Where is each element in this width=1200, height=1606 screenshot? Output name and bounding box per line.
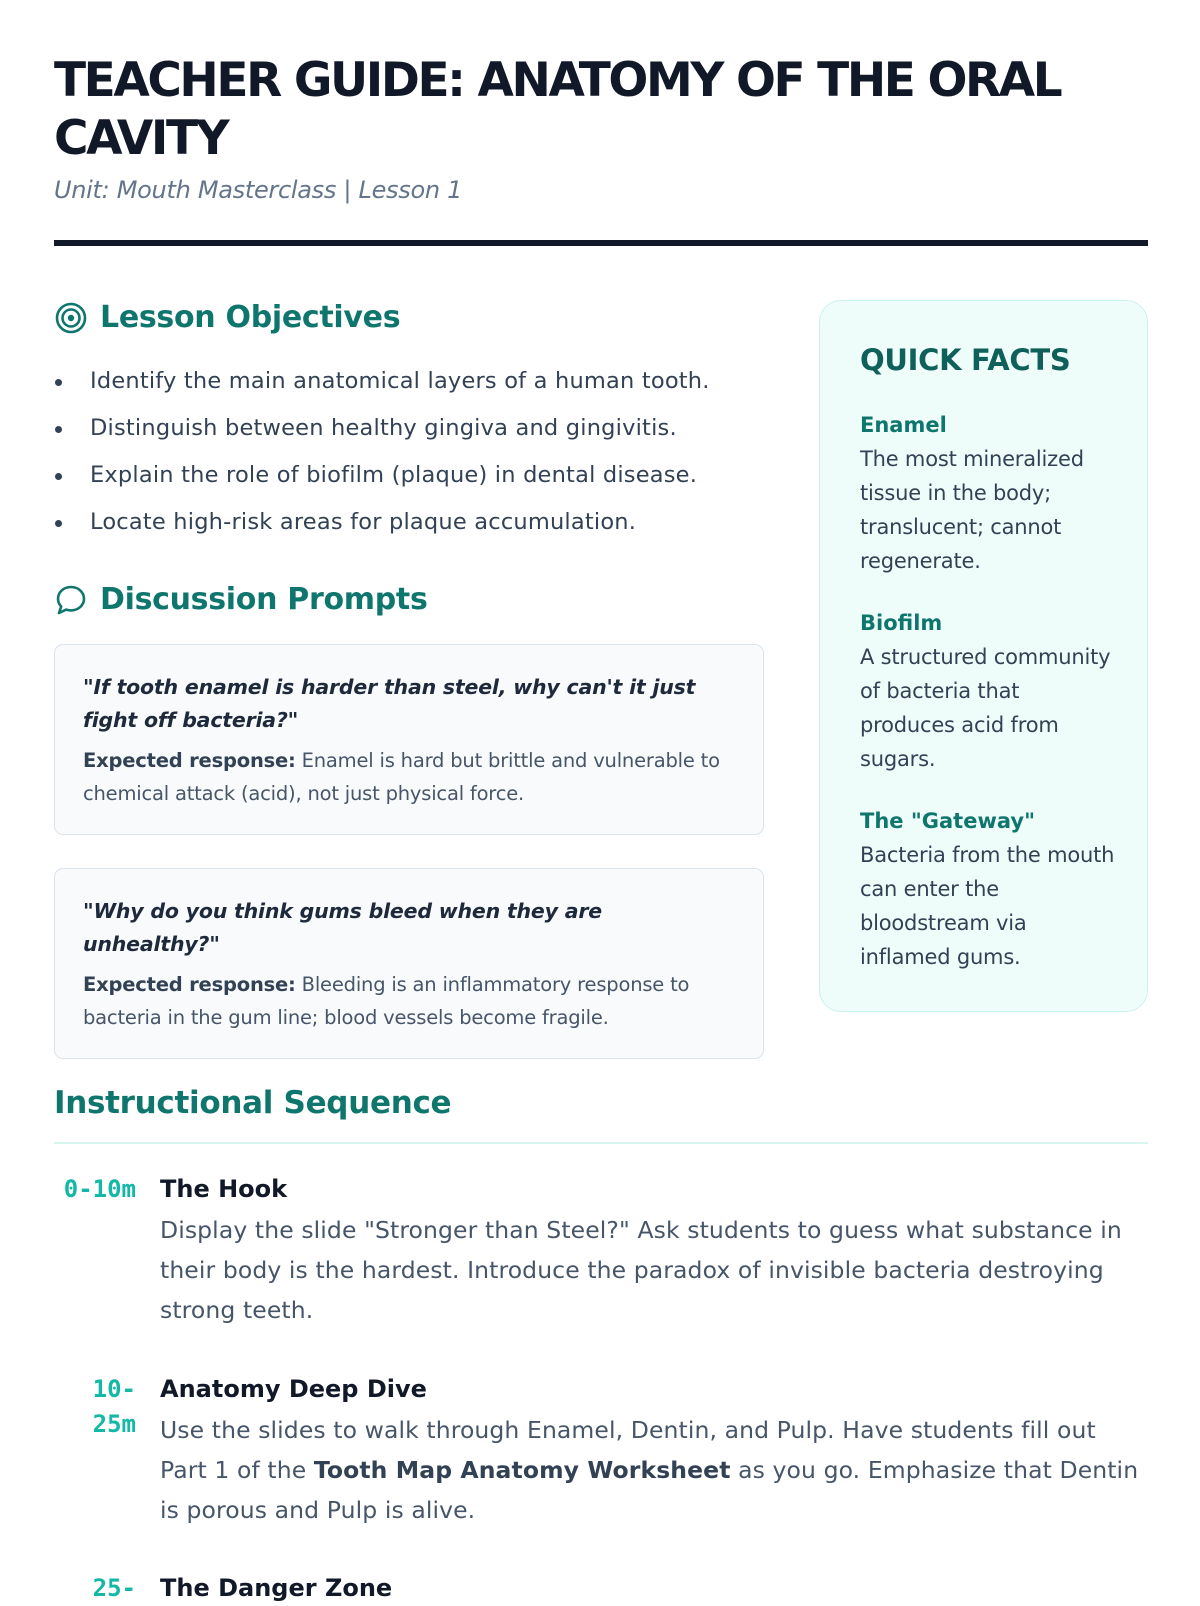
list-item: Distinguish between healthy gingiva and gingivitis. (54, 405, 814, 452)
objectives-heading (54, 300, 400, 335)
fact-description: A structured community of bacteria that produces acid from sugars. (860, 645, 1111, 771)
step-body (160, 1372, 1150, 1530)
prompt-question: "If tooth enamel is harder than steel, why can't it just fight off bacteria?" (83, 675, 696, 732)
expected-response-label: Expected response: (83, 973, 296, 996)
fact-item (860, 804, 1117, 974)
expected-response-label: Expected response: (83, 749, 296, 772)
fact-description: The most mineralized tissue in the body; translucent; cannot regenerate. (860, 447, 1084, 573)
list-item: Explain the role of biofilm (plaque) in dental disease. (54, 452, 814, 499)
list-item: Locate high-risk areas for plaque accumulation. (54, 499, 814, 546)
discussion-prompt-card (54, 644, 764, 835)
discussion-prompt-card (54, 868, 764, 1059)
step-title: The Hook (160, 1175, 288, 1203)
worksheet-name: Tooth Map Anatomy Worksheet (313, 1456, 731, 1484)
sequence-heading: Instructional Sequence (54, 1085, 452, 1121)
prompt-answer (83, 744, 735, 810)
step-time: 0-10m (63, 1175, 136, 1203)
step-description (160, 1410, 1150, 1530)
fact-term: Biofilm (860, 611, 943, 635)
speech-bubble-icon (54, 583, 88, 617)
fact-description: Bacteria from the mouth can enter the bloodstream via inflamed gums. (860, 843, 1115, 969)
step-time: 25- (92, 1574, 136, 1602)
expected-response-text: Enamel is hard but brittle and vulnerable to chemical attack (acid), not just physical force. (83, 749, 720, 805)
quick-facts-panel (819, 300, 1148, 1012)
step-description: Display the slide "Stronger than Steel?" Ask students to guess what substance in their body is the hardest. Introduce the paradox of invisible bacteria destroying strong teeth. (160, 1216, 1122, 1324)
sequence-divider (54, 1142, 1148, 1144)
step-time: 10- 25m (92, 1375, 136, 1438)
prompt-question: "Why do you think gums bleed when they are unhealthy?" (83, 899, 602, 956)
objectives-heading-label: Lesson Objectives (100, 300, 401, 335)
fact-item (860, 408, 1117, 578)
header-divider (54, 240, 1148, 246)
prompt-answer (83, 968, 735, 1034)
step-title: The Danger Zone (160, 1574, 393, 1602)
fact-item (860, 606, 1117, 776)
fact-term: Enamel (860, 413, 947, 437)
discussion-heading (54, 582, 428, 617)
step-title: Anatomy Deep Dive (160, 1375, 427, 1403)
page-title: TEACHER GUIDE: ANATOMY OF THE ORAL CAVITY (54, 53, 1061, 166)
expected-response-text: Bleeding is an inflammatory response to bacteria in the gum line; blood vessels become fragile. (83, 973, 690, 1029)
list-item: Identify the main anatomical layers of a human tooth. (54, 358, 814, 405)
quick-facts-heading: QUICK FACTS (860, 343, 1071, 377)
objectives-list (54, 358, 814, 546)
fact-term: The "Gateway" (860, 809, 1036, 833)
target-icon (54, 301, 88, 335)
page-subtitle: Unit: Mouth Masterclass | Lesson 1 (54, 176, 463, 204)
discussion-heading-label: Discussion Prompts (100, 582, 428, 617)
step-description-text: Use the slides to walk through Enamel, Dentin, and Pulp. Have students fill out Part 1 of the (160, 1416, 1096, 1484)
step-body (160, 1172, 1150, 1330)
step-body (160, 1571, 1150, 1606)
step-description-text: as you go. Emphasize that Dentin is porous and Pulp is alive. (160, 1456, 1139, 1524)
